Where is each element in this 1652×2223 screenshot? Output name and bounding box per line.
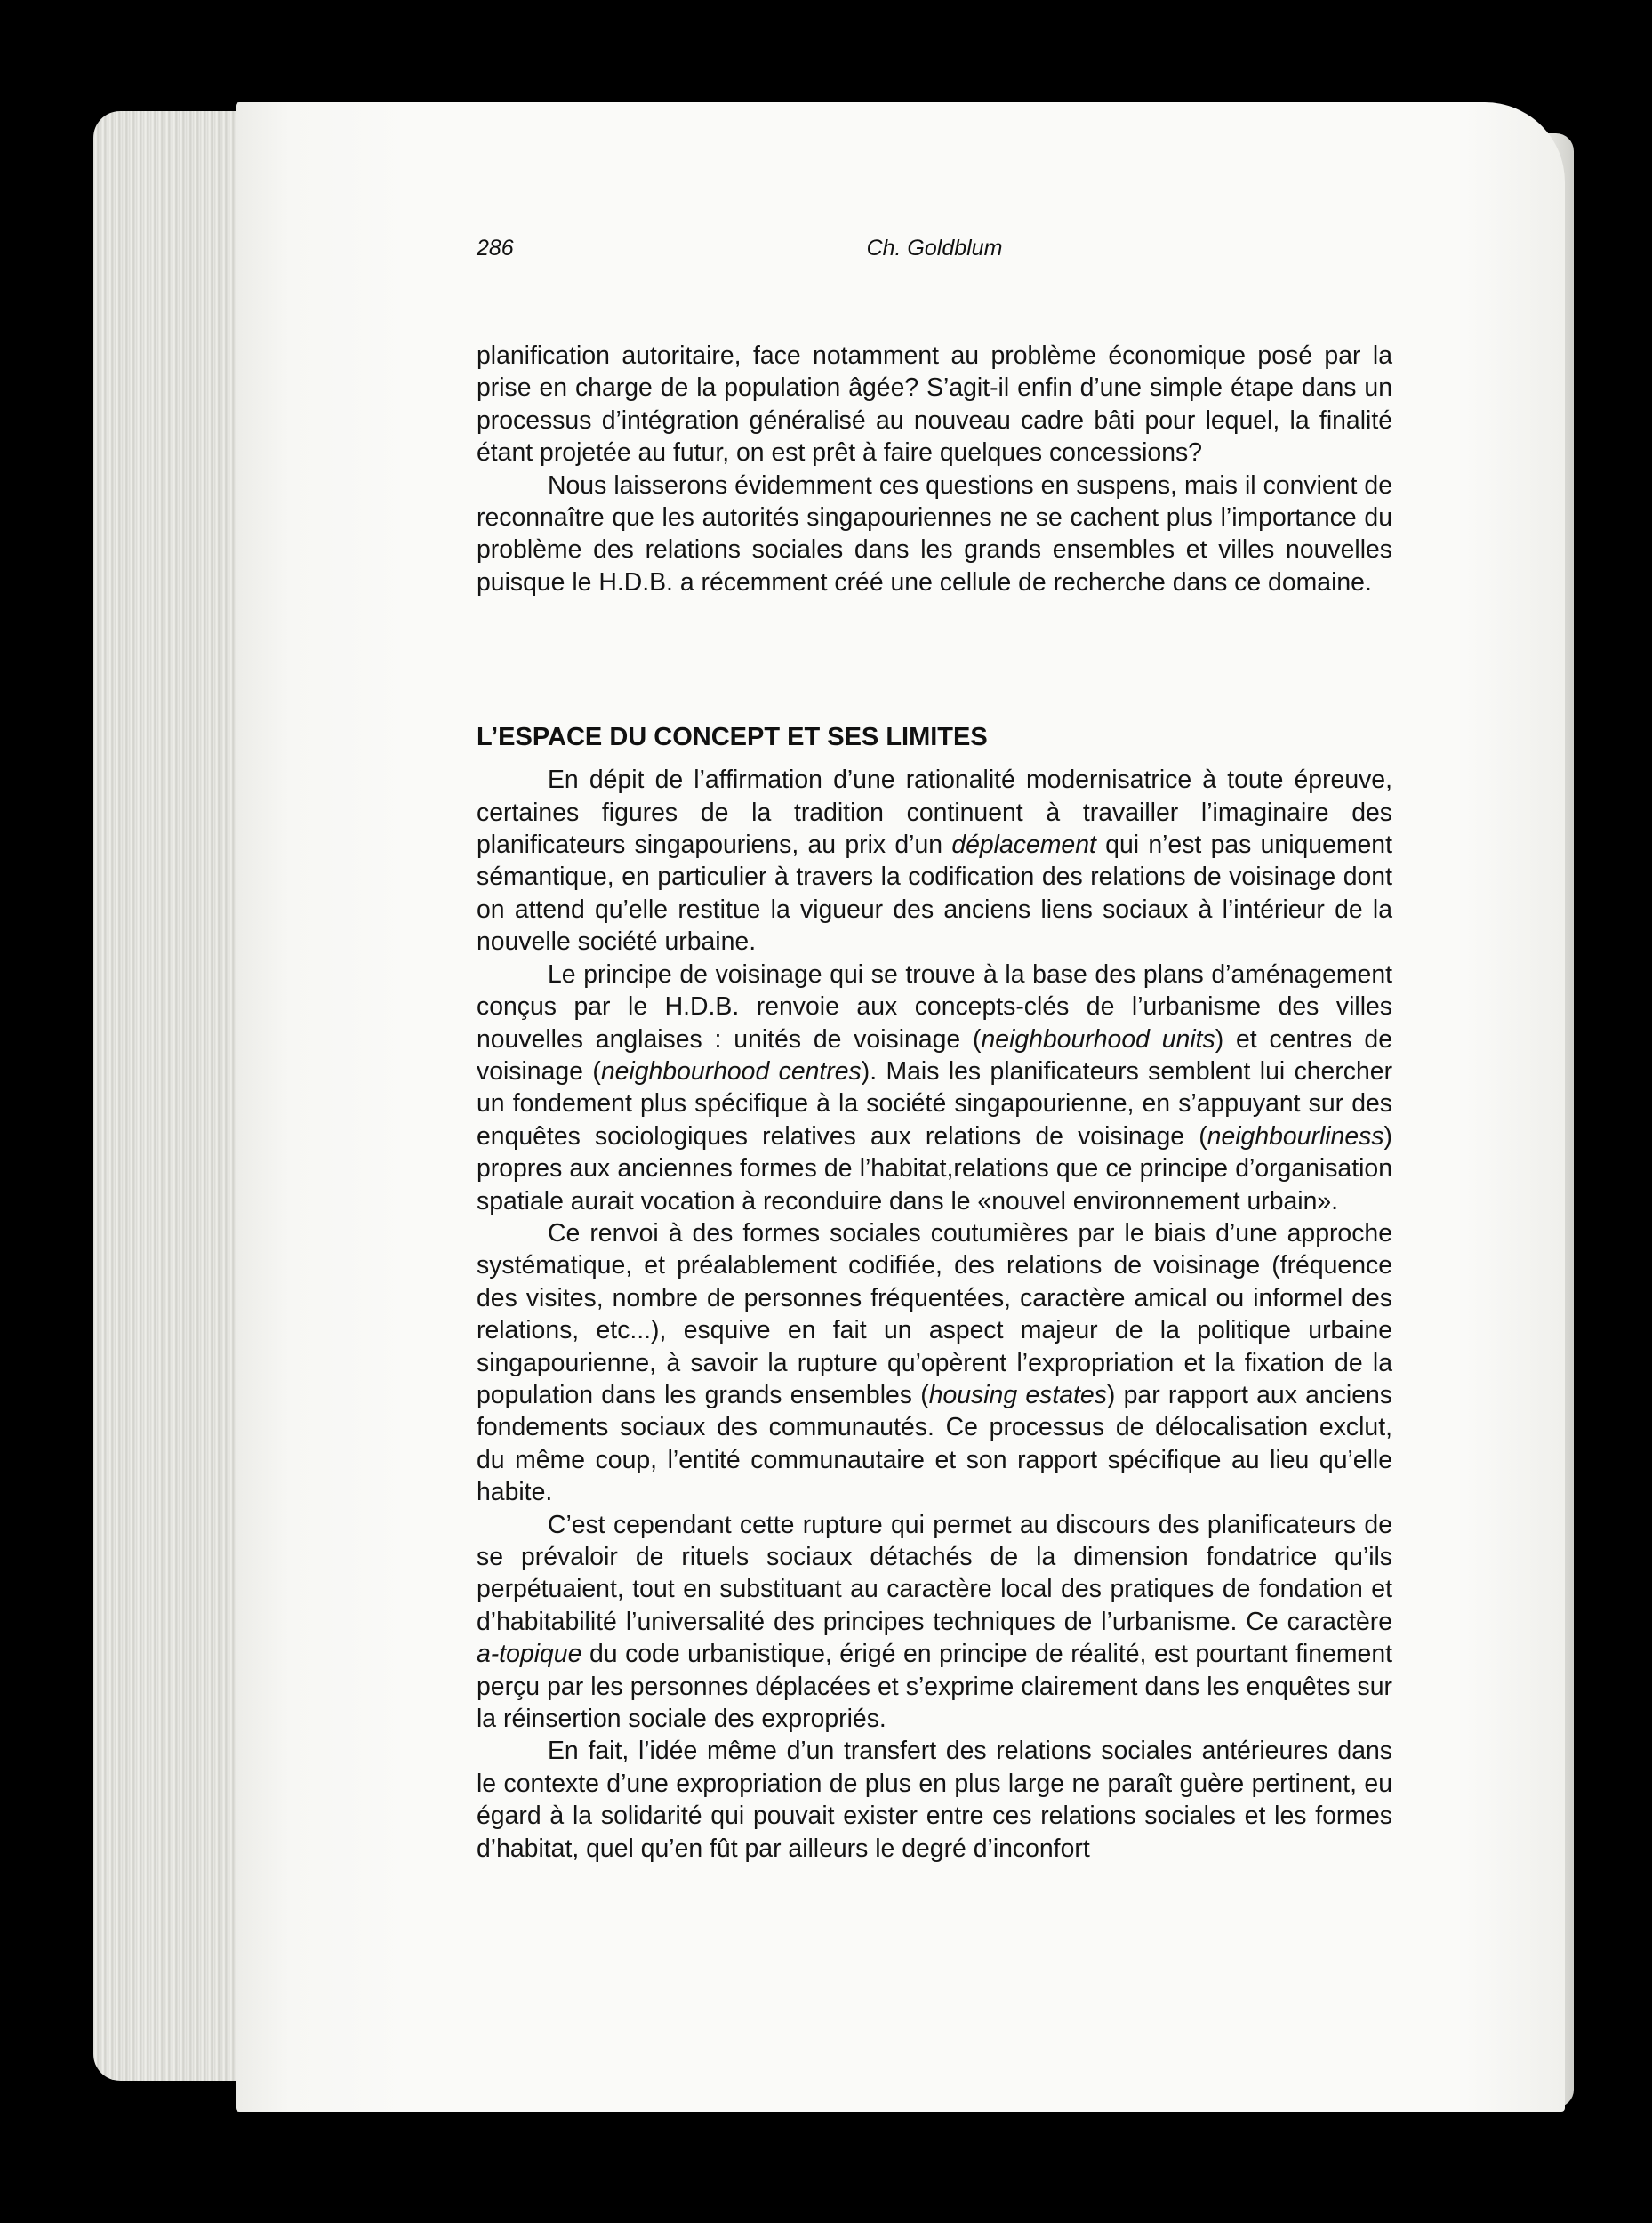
section-heading: L’ESPACE DU CONCEPT ET SES LIMITES (477, 723, 988, 752)
italic-term: déplacement (951, 831, 1096, 860)
page-number: 286 (477, 236, 514, 261)
paragraph: Nous laisserons évidemment ces questions en suspens, mais il convient de reconnaître que les autorités singapouriennes ne se cachent plus l’importance du problème des relations sociales dans les grands ensembles et villes nouvelles puisque le H.D.B. a récemment créé une cellule de recherche dans ce domaine. (477, 470, 1392, 597)
paragraph: En fait, l’idée même d’un transfert des relations sociales antérieures dans le contexte d’une expropriation de plus en plus large ne paraît guère pertinent, eu égard à la solidarité qui pouvait exister entre ces relations sociales et les formes d’habitat, quel qu’en fût par ailleurs le degré d’inconfort (477, 1737, 1392, 1863)
text-run: ). Mais les planificateurs semblent lui chercher un fondement plus spécifique à la société singapourienne, en s’appuyant sur des enquêtes sociologiques relatives aux relations de voisinage ( (477, 1056, 1393, 1151)
text-run: En dépit de l’affirmation d’une rationalité modernisatrice à toute épreuve, certaines figures de la tradition continuent à travailler l’imaginaire des planificateurs singapouriens, au prix d’un (477, 766, 1392, 860)
text-run: Le principe de voisinage qui se trouve à la base des plans d’aménagement conçus par le H.D.B. renvoie aux concepts-clés de l’urbanisme des villes nouvelles anglaises : unités de voisinage ( (477, 959, 1392, 1054)
paragraph (477, 1217, 1392, 1509)
text-run: ) propres aux anciennes formes de l’habitat,relations que ce principe d’organisation spatiale aurait vocation à reconduire dans le «nouvel environnement urbain». (477, 1121, 1392, 1216)
text-run: du code urbanistique, érigé en principe de réalité, est pourtant finement perçu par les personnes déplacées et s’exprime clairement dans les enquêtes sur la réinsertion sociale des expropriés. (477, 1640, 1392, 1734)
paragraph: planification autoritaire, face notamment au problème économique posé par la prise en charge de la population âgée? S’agit-il enfin d’une simple étape dans un processus d’intégration généralisé au nouveau cadre bâti pour lequel, la finalité étant projetée au futur, on est prêt à faire quelques concessions? (477, 341, 1392, 468)
italic-term: neighbourliness (1207, 1121, 1384, 1151)
text-run: C’est cependant cette rupture qui permet au discours des planificateurs de se prévaloir de rituels sociaux détachés de la dimension fondatrice qu’ils perpétuaient, tout en substituant au caractère local des pratiques de fondation et d’habitabilité l’universalité des principes techniques de l’urbanisme. Ce caractère (477, 1510, 1392, 1636)
text-run: Ce renvoi à des formes sociales coutumières par le biais d’une approche systématique, et préalablement codifiée, des relations de voisinage (fréquence des visites, nombre de personnes fréquentées, caractère amical ou informel des relations, etc...), esquive en fait un aspect majeur de la politique urbaine singapourienne, à savoir la rupture qu’opèrent l’expropriation et la fixation de la population dans les grands ensembles ( (477, 1218, 1392, 1409)
italic-term: housing estates (928, 1380, 1107, 1409)
paragraph (477, 959, 1392, 1217)
page-header (477, 236, 1392, 271)
italic-term: neighbourhood units (981, 1024, 1215, 1054)
paragraph (477, 764, 1392, 958)
text-run: ) et centres de voisinage ( (477, 1024, 1392, 1086)
paragraph (477, 1509, 1392, 1736)
italic-term: a-topique (477, 1640, 582, 1669)
text-run: qui n’est pas uniquement sémantique, en particulier à travers la codification des relations de voisinage dont on attend qu’elle restitue la vigueur des anciens liens sociaux à l’intérieur de la nouvelle société urbaine. (477, 831, 1392, 957)
main-text (477, 340, 1392, 1865)
italic-term: neighbourhood centres (600, 1056, 862, 1086)
text-run: ) par rapport aux anciens fondements sociaux des communautés. Ce processus de délocalisation exclut, du même coup, l’entité communautaire et son rapport spécifique au lieu qu’elle habite. (477, 1380, 1392, 1507)
running-head: Ch. Goldblum (866, 236, 1003, 261)
